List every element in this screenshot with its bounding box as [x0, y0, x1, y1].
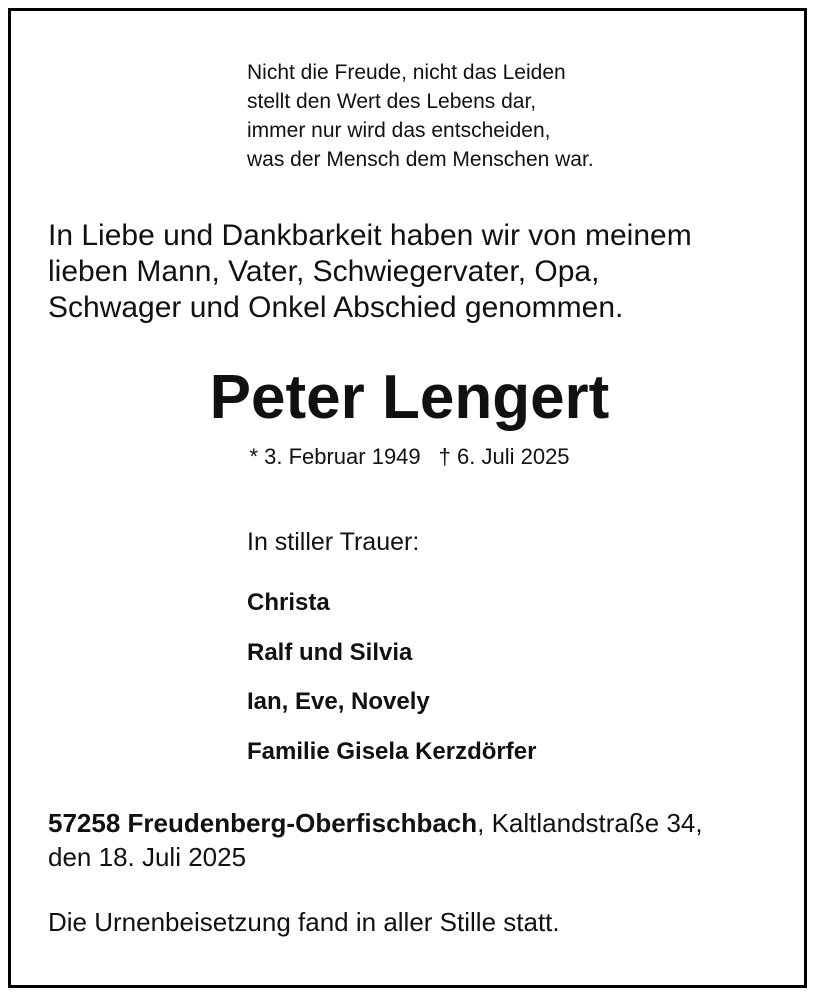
mourner-name: Ian, Eve, Novely [247, 688, 430, 715]
address-line [48, 806, 703, 840]
poem-line: immer nur wird das entscheiden, [247, 119, 551, 142]
intro-line: lieben Mann, Vater, Schwiegervater, Opa, [48, 255, 600, 288]
mourners-list [247, 587, 536, 785]
address-date: den 18. Juli 2025 [48, 842, 247, 872]
address-place: 57258 Freudenberg-Oberfischbach [48, 808, 478, 838]
intro-line: Schwager und Onkel Abschied genommen. [48, 291, 624, 324]
intro-line: In Liebe und Dankbarkeit haben wir von meinem [48, 219, 692, 252]
poem-line: stellt den Wert des Lebens dar, [247, 90, 537, 113]
intro-text [48, 218, 692, 326]
death-date: † 6. Juli 2025 [438, 444, 570, 469]
mourning-heading: In stiller Trauer: [247, 528, 420, 556]
poem [247, 58, 594, 174]
address-street: , Kaltlandstraße 34, [477, 808, 703, 838]
life-dates [0, 442, 819, 472]
mourner-name: Familie Gisela Kerzdörfer [247, 737, 537, 765]
mourner-name: Christa [247, 589, 330, 616]
address-block [48, 806, 703, 874]
poem-line: was der Mensch dem Menschen war. [247, 148, 594, 171]
poem-line: Nicht die Freude, nicht das Leiden [247, 61, 566, 84]
deceased-name: Peter Lengert [209, 363, 610, 432]
birth-date: * 3. Februar 1949 [249, 444, 421, 469]
mourner-name: Ralf und Silvia [247, 638, 413, 666]
burial-note: Die Urnenbeisetzung fand in aller Stille statt. [48, 907, 560, 937]
